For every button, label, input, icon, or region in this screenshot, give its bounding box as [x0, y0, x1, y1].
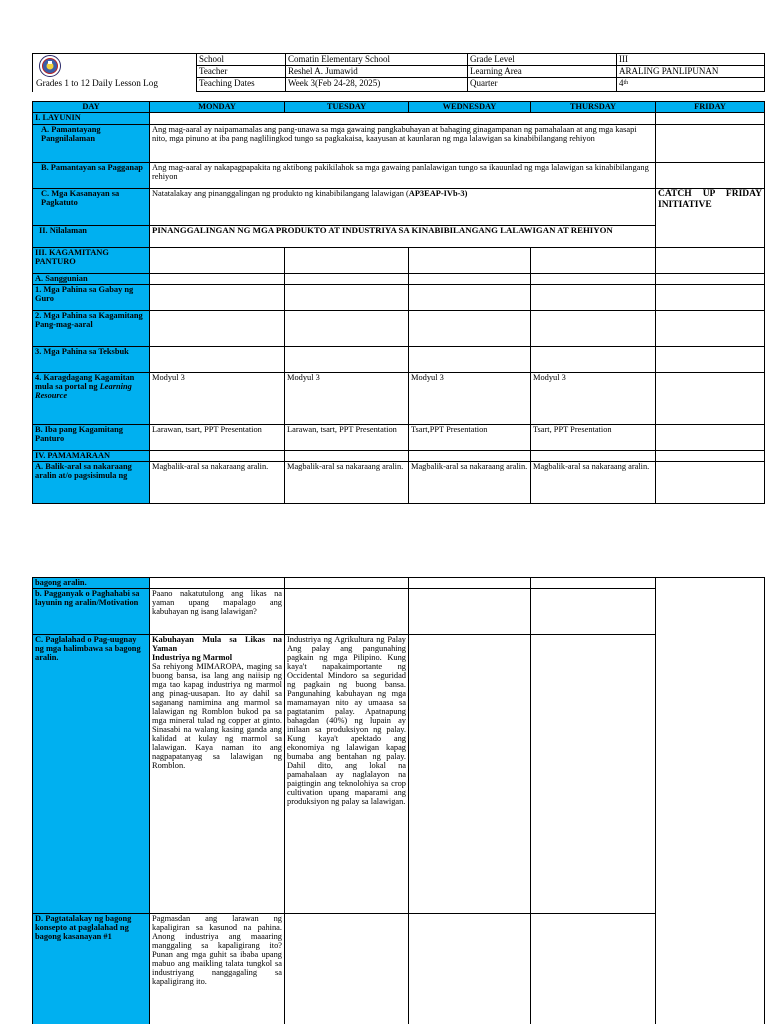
cell	[285, 451, 409, 462]
cell	[285, 347, 409, 373]
gabay-ng-guro-label: 1. Mga Pahina sa Gabay ng Guro	[33, 285, 150, 311]
teaching-dates-label: Teaching Dates	[197, 78, 286, 92]
paglalahad-label: C. Paglalahad o Pag-uugnay ng mga halimbawa sa bagong aralin.	[33, 635, 150, 914]
cell	[150, 578, 285, 589]
cell	[409, 274, 531, 285]
paglalahad-tuesday: Industriya ng Agrikultura ng Palay Ang palay ang pangunahing pagkain ng mga Pilipino. Kung kaya't napakaimportante ng Occidental Mindoro sa seguridad ng pagkain ng buong bansa. Pangunahing kabuhayan ng mga mamamayan nito ay umaasa sa pagtatanim palay. Apatnapung bahagdan (40%) ng lupain ay inilaan sa produksiyon ng palay. Kung kaya't apektado ang ekonomiya ng lalawigan kapag bumaba ang bentahan ng palay. Dahil dito, ang lokal na pamahalaan ay naglalayon na paigtingin ang teknolohiya sa crop cultivation upang maparami ang produksiyon ng palay sa lalawigan.	[285, 635, 409, 914]
cell	[409, 578, 531, 589]
kagamitang-pang-mag-aaral-label: 2. Mga Pahina sa Kagamitang Pang-mag-aaral	[33, 311, 150, 347]
cell	[409, 589, 531, 635]
lesson-log-title: Grades 1 to 12 Daily Lesson Log	[36, 78, 158, 88]
cell	[531, 578, 656, 589]
pamantayan-sa-pagganap-friday	[656, 163, 765, 189]
cell	[285, 285, 409, 311]
iba-pang-kagamitan-label: B. Iba pang Kagamitang Panturo	[33, 425, 150, 451]
cell	[531, 635, 656, 914]
modyul-tuesday: Modyul 3	[285, 373, 409, 425]
balik-aral-thursday: Magbalik-aral sa nakaraang aralin.	[531, 462, 656, 504]
balik-aral-monday: Magbalik-aral sa nakaraang aralin.	[150, 462, 285, 504]
cell	[531, 248, 656, 274]
cell	[150, 347, 285, 373]
pamantayang-pangnilalaman-text: Ang mag-aaral ay naipamamalas ang pang-unawa sa mga gawaing pangkabuhayan at bahaging ginagampanan ng pamahalaan at ang mga kasapi nito, mga pinuno at iba pang naglilingkod tungo sa pagkakaisa, kaayusan at kaunlaran ng mga lalawigan sa kinabibilangang rehiyon	[150, 125, 656, 163]
school-value: Comatin Elementary School	[286, 54, 468, 66]
karagdagang-kagamitan-label: 4. Karagdagang Kagamitan mula sa portal ng Learning Resource	[33, 373, 150, 425]
cell	[409, 248, 531, 274]
cell	[656, 462, 765, 504]
header-table	[32, 53, 765, 92]
thursday-header: THURSDAY	[531, 102, 656, 113]
cell	[150, 248, 285, 274]
modyul-monday: Modyul 3	[150, 373, 285, 425]
pagganyak-label: b. Pagganyak o Paghahabi sa layunin ng aralin/Motivation	[33, 589, 150, 635]
cell	[531, 347, 656, 373]
cell	[409, 347, 531, 373]
pamantayan-sa-pagganap-text: Ang mag-aaral ay nakapagpapakita ng aktibong pakikilahok sa mga gawaing panlalawigan tungo sa ikauunlad ng mga lalawigan sa kinabibilangang rehiyon	[150, 163, 656, 189]
cell	[409, 914, 531, 1024]
catch-up-friday-note: CATCH UP FRIDAY INITIATIVE	[656, 189, 765, 248]
cell	[656, 274, 765, 285]
cell	[285, 311, 409, 347]
school-label: School	[197, 54, 286, 66]
grade-level-label: Grade Level	[468, 54, 617, 66]
tuesday-header: TUESDAY	[285, 102, 409, 113]
teacher-label: Teacher	[197, 66, 286, 78]
modyul-wednesday: Modyul 3	[409, 373, 531, 425]
cell	[656, 285, 765, 311]
day-header: DAY	[33, 102, 150, 113]
cell	[150, 274, 285, 285]
cell	[531, 914, 656, 1024]
iba-monday: Larawan, tsart, PPT Presentation	[150, 425, 285, 451]
nilalaman-label: II. Nilalaman	[33, 226, 150, 248]
pagganyak-monday: Paano nakatutulong ang likas na yaman upang mapalago ang kabuhayan ng isang lalawigan?	[150, 589, 285, 635]
industriya-marmol-title: Industriya ng Marmol	[152, 653, 233, 662]
quarter-label: Quarter	[468, 78, 617, 92]
iba-thursday: Tsart, PPT Presentation	[531, 425, 656, 451]
balik-aral-label: A. Balik-aral sa nakaraang aralin at/o pagsisimula ng	[33, 462, 150, 504]
kagamitang-panturo-heading: III. KAGAMITANG PANTURO	[33, 248, 150, 274]
layunin-heading: I. LAYUNIN	[33, 113, 150, 125]
cell	[150, 285, 285, 311]
balik-aral-tuesday: Magbalik-aral sa nakaraang aralin.	[285, 462, 409, 504]
cell	[285, 274, 409, 285]
iba-wednesday: Tsart,PPT Presentation	[409, 425, 531, 451]
layunin-empty	[150, 113, 656, 125]
cell	[656, 248, 765, 274]
kasanayan-text: Natatalakay ang pinanggalingan ng produkto ng kinabibilangang lalawigan (AP3EAP-IVb-3)	[150, 189, 656, 226]
cell	[656, 425, 765, 451]
grade-level-value: III	[617, 54, 765, 66]
kabuhayan-title: Kabuhayan Mula sa Likas na Yaman	[152, 635, 282, 653]
bagong-aralin-continued: bagong aralin.	[33, 578, 150, 589]
cell	[285, 589, 409, 635]
pagtatalakay-monday: Pagmasdan ang larawan ng kapaligiran sa kasunod na pahina. Anong industriya ang maaaring manggaling sa kapaligirang ito? Punan ang mga guhit sa ibaba upang mabuo ang maikling talata tungkol sa industriyang nanggagaling sa kapaligirang ito.	[150, 914, 285, 1024]
friday-header: FRIDAY	[656, 102, 765, 113]
friday-page2	[656, 578, 765, 1024]
cell	[409, 311, 531, 347]
sanggunian-label: A. Sanggunian	[33, 274, 150, 285]
cell	[150, 311, 285, 347]
cell	[531, 589, 656, 635]
cell	[531, 311, 656, 347]
paglalahad-monday	[150, 635, 285, 914]
cell	[285, 914, 409, 1024]
learning-area-value: ARALING PANLIPUNAN	[617, 66, 765, 78]
modyul-thursday: Modyul 3	[531, 373, 656, 425]
learning-area-label: Learning Area	[468, 66, 617, 78]
pamamaraan-heading: IV. PAMAMARAAN	[33, 451, 150, 462]
balik-aral-wednesday: Magbalik-aral sa nakaraang aralin.	[409, 462, 531, 504]
cell	[531, 274, 656, 285]
monday-header: MONDAY	[150, 102, 285, 113]
pamantayang-pangnilalaman-label: A. Pamantayang Pangnilalaman	[33, 125, 150, 163]
teacher-value: Reshel A. Jumawid	[286, 66, 468, 78]
pamantayan-sa-pagganap-label: B. Pamantayan sa Pagganap	[33, 163, 150, 189]
lesson-log-table-page1	[32, 101, 765, 504]
layunin-friday	[656, 113, 765, 125]
iba-tuesday: Larawan, tsart, PPT Presentation	[285, 425, 409, 451]
header-logo-cell	[33, 54, 197, 92]
wednesday-header: WEDNESDAY	[409, 102, 531, 113]
cell	[656, 347, 765, 373]
teksbuk-label: 3. Mga Pahina sa Teksbuk	[33, 347, 150, 373]
kasanayan-label: C. Mga Kasanayan sa Pagkatuto	[33, 189, 150, 226]
cell	[409, 451, 531, 462]
cell	[656, 311, 765, 347]
quarter-value: 4th	[617, 78, 765, 92]
cell	[409, 285, 531, 311]
lesson-log-table-page2	[32, 577, 765, 1024]
cell	[285, 248, 409, 274]
teaching-dates-value: Week 3(Feb 24-28, 2025)	[286, 78, 468, 92]
pagtatalakay-label: D. Pagtatalakay ng bagong konsepto at paglalahad ng bagong kasanayan #1	[33, 914, 150, 1024]
nilalaman-text: PINANGGALINGAN NG MGA PRODUKTO AT INDUSTRIYA SA KINABIBILANGANG LALAWIGAN AT REHIYON	[150, 226, 656, 248]
marmol-paragraph: Sa rehiyong MIMAROPA, maging sa buong bansa, isa lang ang naiisip ng mga tao kapag industriya ng marmol ang pinag-uusapan. Ito ay dahil sa saganang namimina ang marmol sa lalawigan ng Romblon bukod pa sa mga mineral tulad ng copper at ginto. Sinasabi na walang kasing ganda ang kalidad at kulay ng marmol sa lalawigan. Kaya naman ito ang nagpapatanyag sa lalawigan ng Romblon.	[152, 662, 282, 770]
cell	[656, 373, 765, 425]
cell	[150, 451, 285, 462]
cell	[409, 635, 531, 914]
cell	[285, 578, 409, 589]
cell	[531, 285, 656, 311]
cell	[531, 451, 656, 462]
pamantayang-pangnilalaman-friday	[656, 125, 765, 163]
cell	[656, 451, 765, 462]
